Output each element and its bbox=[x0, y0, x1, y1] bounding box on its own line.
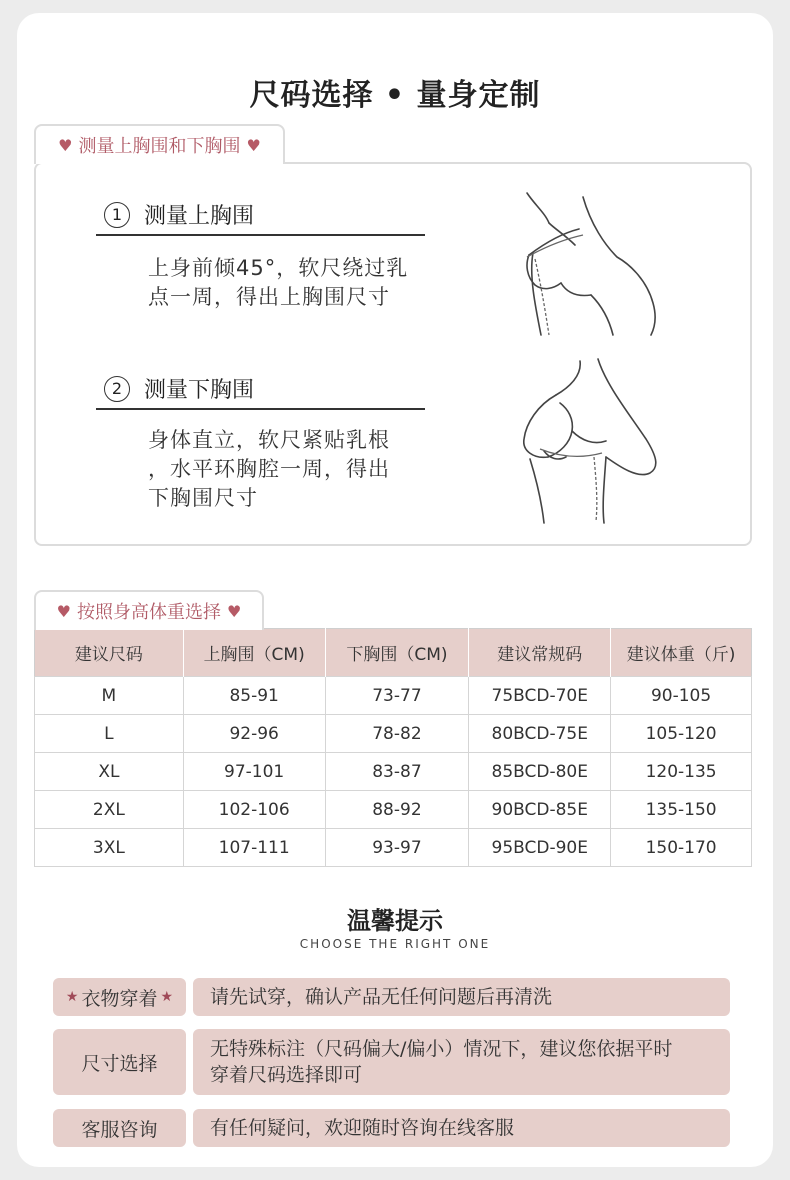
step1-number: 1 bbox=[104, 202, 130, 228]
size-section-tab bbox=[34, 590, 264, 630]
table-cell: 135-150 bbox=[611, 791, 752, 829]
table-cell: 92-96 bbox=[183, 715, 325, 753]
table-cell: 80BCD-75E bbox=[469, 715, 611, 753]
table-row bbox=[35, 677, 752, 715]
step1-description: 上身前倾45°，软尺绕过乳 点一周，得出上胸围尺寸 bbox=[148, 256, 409, 309]
table-cell: 75BCD-70E bbox=[469, 677, 611, 715]
table-row bbox=[35, 715, 752, 753]
table-cell: 2XL bbox=[35, 791, 184, 829]
step2-title bbox=[104, 373, 254, 404]
upper-bust-illustration bbox=[505, 185, 665, 345]
step1-title bbox=[104, 199, 254, 230]
step2-title-text: 测量下胸围 bbox=[144, 378, 255, 403]
step1-title-text: 测量上胸围 bbox=[144, 204, 255, 229]
size-table bbox=[34, 628, 752, 867]
table-cell: 150-170 bbox=[611, 829, 752, 867]
table-cell: 95BCD-90E bbox=[469, 829, 611, 867]
table-cell: 78-82 bbox=[325, 715, 469, 753]
tip-text-service: 有任何疑问，欢迎随时咨询在线客服 bbox=[193, 1109, 730, 1147]
table-cell: M bbox=[35, 677, 184, 715]
table-cell: 85BCD-80E bbox=[469, 753, 611, 791]
star-icon: ★ bbox=[65, 989, 79, 1005]
heart-icon: ♥ bbox=[58, 135, 73, 155]
table-row bbox=[35, 753, 752, 791]
table-cell: 83-87 bbox=[325, 753, 469, 791]
table-cell: 120-135 bbox=[611, 753, 752, 791]
measure-section-tab bbox=[34, 124, 285, 164]
header-size: 建议尺码 bbox=[35, 629, 184, 677]
table-cell: L bbox=[35, 715, 184, 753]
table-cell: 93-97 bbox=[325, 829, 469, 867]
tip-text-wearing: 请先试穿，确认产品无任何问题后再清洗 bbox=[193, 978, 730, 1016]
heart-icon: ♥ bbox=[227, 601, 242, 621]
size-tab-label: 按照身高体重选择 bbox=[77, 602, 221, 623]
table-cell: 102-106 bbox=[183, 791, 325, 829]
header-upper-bust: 上胸围（CM) bbox=[183, 629, 325, 677]
header-regular-size: 建议常规码 bbox=[469, 629, 611, 677]
heart-icon: ♥ bbox=[246, 135, 261, 155]
heart-icon: ♥ bbox=[56, 601, 71, 621]
table-cell: 105-120 bbox=[611, 715, 752, 753]
under-bust-illustration bbox=[510, 355, 670, 525]
header-under-bust: 下胸围（CM) bbox=[325, 629, 469, 677]
step2-description: 身体直立，软尺紧贴乳根 ，水平环胸腔一周，得出 下胸围尺寸 bbox=[148, 428, 390, 510]
table-cell: 97-101 bbox=[183, 753, 325, 791]
star-icon: ★ bbox=[160, 989, 174, 1005]
page-title: 尺码选择 • 量身定制 bbox=[249, 78, 541, 113]
tips-title: 温馨提示 bbox=[347, 907, 443, 935]
tip-label-wearing: ★ 衣物穿着 ★ bbox=[53, 978, 186, 1016]
table-header-row bbox=[35, 629, 752, 677]
table-cell: XL bbox=[35, 753, 184, 791]
table-cell: 107-111 bbox=[183, 829, 325, 867]
table-cell: 3XL bbox=[35, 829, 184, 867]
tip-text-size: 无特殊标注（尺码偏大/偏小）情况下，建议您依据平时 穿着尺码选择即可 bbox=[193, 1029, 730, 1095]
tip-label-size: 尺寸选择 bbox=[53, 1029, 186, 1095]
table-row bbox=[35, 829, 752, 867]
measure-tab-label: 测量上胸围和下胸围 bbox=[78, 136, 241, 157]
tip-label-service: 客服咨询 bbox=[53, 1109, 186, 1147]
table-row bbox=[35, 791, 752, 829]
table-cell: 88-92 bbox=[325, 791, 469, 829]
header-weight: 建议体重（斤) bbox=[611, 629, 752, 677]
table-cell: 90-105 bbox=[611, 677, 752, 715]
step1-divider bbox=[96, 234, 425, 236]
table-cell: 90BCD-85E bbox=[469, 791, 611, 829]
step2-number: 2 bbox=[104, 376, 130, 402]
table-cell: 85-91 bbox=[183, 677, 325, 715]
tips-subtitle: CHOOSE THE RIGHT ONE bbox=[299, 937, 491, 951]
step2-divider bbox=[96, 408, 425, 410]
table-cell: 73-77 bbox=[325, 677, 469, 715]
